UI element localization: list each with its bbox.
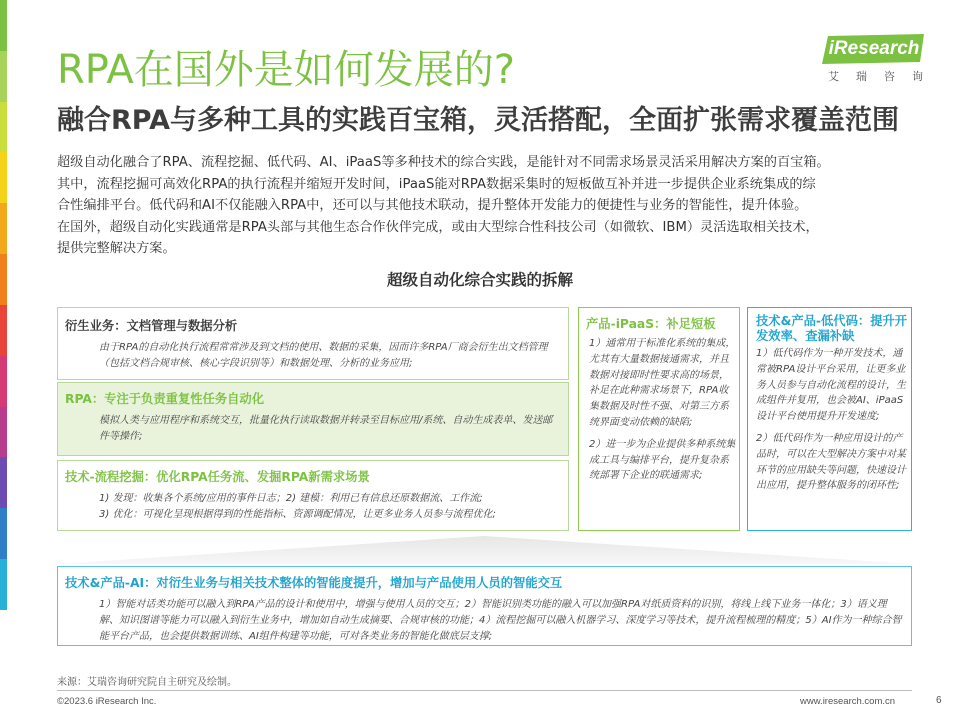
footer-divider [57,690,912,691]
intro-line: 合性编排平台。低代码和AI不仅能融入RPA中，还可以与其他技术联动，提升整体开发能力的便捷性与业务的智能性，提升体验。 [57,198,808,214]
lowcode-heading: 技术&产品-低代码：提升开发效率、查漏补缺 [756,314,908,343]
ipaas-heading: 产品-iPaaS：补足短板 [586,317,716,331]
intro-line: 超级自动化融合了RPA、流程挖掘、低代码、AI、iPaaS等多种技术的综合实践，是能针对不同需求场景灵活采用解决方案的百宝箱。 [57,155,830,170]
ai-body: 1）智能对话类功能可以融入到RPA产品的设计和使用中，增强与使用人员的交互；2）智能识别类功能的融入可以加强RPA对纸质资料的识别，将线上线下业务一体化；3）语义理解、知识图谱等能力可以融入到衍生业务中，增加如自动生成摘要、合规审核的功能；4）流程挖掘可以融入机器学习、深度学习等技术，提升流程梳理的精度；5）AI作为一种综合智能平台产品，也会提供数据训练、AI组件构建等功能，可对各类业务的智能化做底层支撑; [99,599,902,642]
derive-business-heading: 衍生业务：文档管理与数据分析 [65,319,238,333]
ipaas-point-1: 1）通常用于标准化系统的集成，尤其有大量数据接通需求，并且数据对接即时性要求高的场景，补足在此种需求场景下，RPA收集数据及时性不强、对第三方系统界面变动依赖的缺陷; [589,338,736,428]
iresearch-logo [822,34,940,84]
page-number: 6 [936,695,942,706]
process-mining-heading: 技术-流程挖掘：优化RPA任务流、发掘RPA新需求场景 [65,470,370,484]
derive-business-body: 由于RPA的自动化执行流程常常涉及到文档的使用、数据的采集，因而许多RPA厂商会衍生出文档管理（包括文档合规审核、核心字段识别等）和数据处理、分析的业务应用; [99,342,548,369]
ai-heading: 技术&产品-AI：对衍生业务与相关技术整体的智能度提升，增加与产品使用人员的智能交互 [65,576,563,590]
intro-line: 其中，流程挖掘可高效化RPA的执行流程并缩短开发时间，iPaaS能对RPA数据采集时的短板做互补并进一步提供企业系统集成的综 [57,176,816,192]
intro-line: 在国外，超级自动化实践通常是RPA头部与其他生态合作伙伴完成，或由大型综合性科技公司（如微软、IBM）灵活选取相关技术， [57,219,819,235]
process-mining-line: 1) 发现：收集各个系统/应用的事件日志；2) 建模：利用已有信息还原数据流、工作流; [99,493,483,504]
derive-business-box [57,307,569,380]
website-url: www.iresearch.com.cn [800,696,896,707]
up-arrow-shape [57,536,912,564]
lowcode-point-2: 2）低代码作为一种应用设计的产品时，可以在大型解决方案中对某环节的应用缺失等问题，快速设计出应用，提升整体服务的闭环性; [756,432,906,492]
ipaas-point-2: 2）进一步为企业提供多种系统集成工具与编排平台，提升复杂系统部署下企业的联通需求; [589,438,736,482]
left-color-strip [0,0,7,610]
ipaas-box [578,307,740,531]
rpa-body: 模拟人类与应用程序和系统交互，批量化执行读取数据并转录至目标应用/系统、自动生成表单、发送邮件等操作; [99,415,553,442]
copyright-text: ©2023.6 iResearch Inc. [57,696,157,707]
logo-text: iResearch [828,38,920,59]
logo-cn-text: 艾瑞咨询 [828,70,940,83]
process-mining-line: 3) 优化：可视化呈现根据得到的性能指标、资源调配情况，让更多业务人员参与流程优化; [99,509,496,520]
ai-box [57,566,912,646]
intro-line: 提供完整解决方案。 [57,241,176,257]
source-note: 来源：艾瑞咨询研究院自主研究及绘制。 [57,677,237,688]
page-title: RPA在国外是如何发展的? [57,47,515,93]
lowcode-box [747,307,912,531]
process-mining-body [99,491,569,523]
lowcode-body [756,346,908,494]
intro-paragraph [57,152,917,260]
rpa-heading: RPA：专注于负责重复性任务自动化 [65,392,265,406]
process-mining-box [57,460,569,531]
ipaas-body [589,336,737,484]
lowcode-point-1: 1）低代码作为一种开发技术，通常被RPA设计平台采用，让更多业务人员参与自动化流程的设计，生成组件并复用，也会被AI、iPaaS设计平台使用提升开发速度; [756,348,906,423]
diagram-title: 超级自动化综合实践的拆解 [386,271,573,289]
rpa-box [57,382,569,456]
page-subtitle: 融合RPA与多种工具的实践百宝箱，灵活搭配，全面扩张需求覆盖范围 [57,105,899,136]
